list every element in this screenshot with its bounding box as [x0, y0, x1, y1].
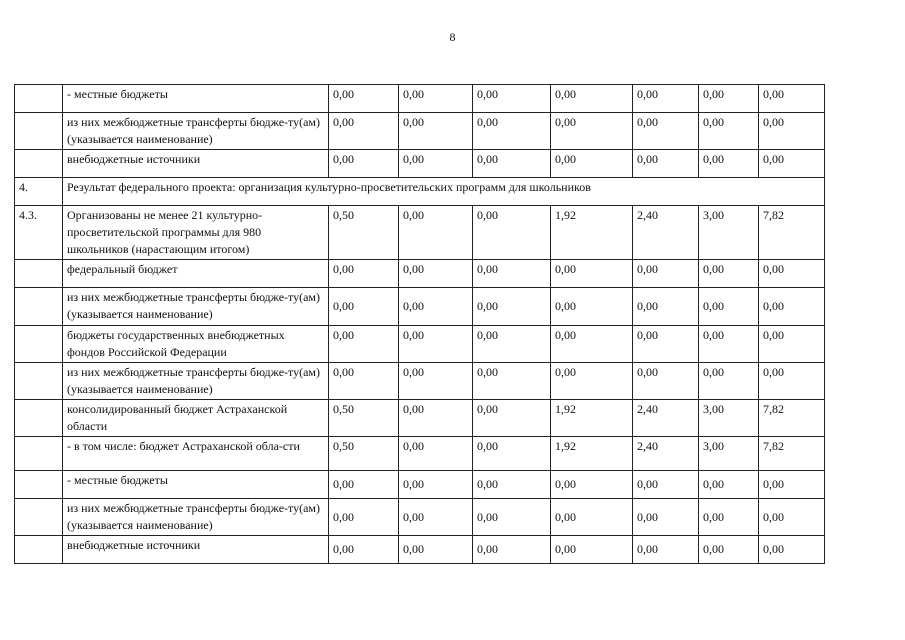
value-cell: 0,00 — [699, 499, 759, 536]
row-index-cell — [15, 326, 63, 363]
value-cell: 0,00 — [473, 363, 551, 400]
row-index-cell — [15, 536, 63, 564]
value-cell: 0,00 — [633, 85, 699, 113]
value-cell: 0,00 — [759, 260, 825, 288]
value-cell: 0,00 — [759, 363, 825, 400]
value-cell: 0,00 — [399, 326, 473, 363]
value-cell: 1,92 — [551, 206, 633, 260]
value-cell: 0,00 — [473, 536, 551, 564]
value-cell: 0,00 — [551, 288, 633, 326]
value-cell: 0,00 — [759, 113, 825, 150]
value-cell: 0,00 — [551, 499, 633, 536]
row-index-cell — [15, 499, 63, 536]
value-cell: 0,00 — [399, 536, 473, 564]
value-cell: 3,00 — [699, 400, 759, 437]
value-cell: 7,82 — [759, 206, 825, 260]
row-index-cell — [15, 150, 63, 178]
row-index-cell — [15, 363, 63, 400]
table-row — [15, 471, 825, 499]
table-row — [15, 363, 825, 400]
value-cell: 0,00 — [551, 113, 633, 150]
row-label-cell: - местные бюджеты — [63, 85, 329, 113]
value-cell: 0,00 — [473, 206, 551, 260]
value-cell: 2,40 — [633, 437, 699, 471]
value-cell: 1,92 — [551, 437, 633, 471]
row-label-cell: Организованы не менее 21 культурно-просветительской программы для 980 школьников (нарастающим итогом) — [63, 206, 329, 260]
row-label-cell: консолидированный бюджет Астраханской области — [63, 400, 329, 437]
value-cell: 0,00 — [699, 326, 759, 363]
value-cell: 0,00 — [473, 400, 551, 437]
value-cell: 0,00 — [759, 471, 825, 499]
value-cell: 0,00 — [633, 499, 699, 536]
row-index-cell — [15, 113, 63, 150]
value-cell: 0,00 — [699, 363, 759, 400]
value-cell: 0,00 — [329, 113, 399, 150]
row-index-cell — [15, 400, 63, 437]
value-cell: 0,00 — [551, 260, 633, 288]
table-row — [15, 206, 825, 260]
value-cell: 0,00 — [473, 471, 551, 499]
budget-table — [14, 84, 825, 564]
row-label-cell: бюджеты государственных внебюджетных фондов Российской Федерации — [63, 326, 329, 363]
value-cell: 0,00 — [633, 150, 699, 178]
value-cell: 0,00 — [699, 471, 759, 499]
value-cell: 0,50 — [329, 206, 399, 260]
value-cell: 0,00 — [329, 471, 399, 499]
table-row — [15, 288, 825, 326]
value-cell: 3,00 — [699, 437, 759, 471]
table-row — [15, 85, 825, 113]
table-row — [15, 150, 825, 178]
value-cell: 3,00 — [699, 206, 759, 260]
value-cell: 0,00 — [699, 260, 759, 288]
value-cell: 0,50 — [329, 400, 399, 437]
value-cell: 0,00 — [633, 536, 699, 564]
value-cell: 0,00 — [473, 499, 551, 536]
value-cell: 7,82 — [759, 437, 825, 471]
row-index-cell — [15, 288, 63, 326]
row-label-cell: из них межбюджетные трансферты бюдже-ту(ам) (указывается наименование) — [63, 363, 329, 400]
table-row — [15, 113, 825, 150]
value-cell: 0,00 — [399, 400, 473, 437]
section-title-cell: Результат федерального проекта: организация культурно-просветительских программ для школьников — [63, 178, 825, 206]
row-label-cell: из них межбюджетные трансферты бюдже-ту(ам) (указывается наименование) — [63, 288, 329, 326]
row-index-cell — [15, 260, 63, 288]
value-cell: 0,00 — [551, 326, 633, 363]
row-label-cell: - местные бюджеты — [63, 471, 329, 499]
row-index-cell: 4. — [15, 178, 63, 206]
value-cell: 0,00 — [699, 288, 759, 326]
value-cell: 0,00 — [473, 113, 551, 150]
value-cell: 0,00 — [329, 536, 399, 564]
value-cell: 0,00 — [699, 113, 759, 150]
value-cell: 7,82 — [759, 400, 825, 437]
value-cell: 0,00 — [399, 471, 473, 499]
row-label-cell: федеральный бюджет — [63, 260, 329, 288]
value-cell: 0,00 — [329, 363, 399, 400]
value-cell: 0,00 — [399, 150, 473, 178]
value-cell: 0,00 — [633, 471, 699, 499]
value-cell: 0,00 — [759, 536, 825, 564]
table-row — [15, 437, 825, 471]
table-row — [15, 178, 825, 206]
value-cell: 0,00 — [473, 326, 551, 363]
value-cell: 0,00 — [329, 499, 399, 536]
value-cell: 0,00 — [399, 260, 473, 288]
value-cell: 0,00 — [399, 206, 473, 260]
value-cell: 0,00 — [473, 288, 551, 326]
table-row — [15, 536, 825, 564]
value-cell: 2,40 — [633, 400, 699, 437]
page-number: 8 — [449, 30, 456, 44]
value-cell: 0,00 — [399, 85, 473, 113]
value-cell: 0,00 — [399, 113, 473, 150]
value-cell: 0,00 — [329, 85, 399, 113]
value-cell: 0,00 — [759, 85, 825, 113]
table-row — [15, 326, 825, 363]
value-cell: 0,00 — [633, 260, 699, 288]
row-index-cell: 4.3. — [15, 206, 63, 260]
value-cell: 0,00 — [329, 150, 399, 178]
row-label-cell: - в том числе: бюджет Астраханской обла-сти — [63, 437, 329, 471]
value-cell: 0,00 — [633, 326, 699, 363]
table-row — [15, 499, 825, 536]
value-cell: 0,00 — [551, 150, 633, 178]
value-cell: 0,00 — [699, 150, 759, 178]
value-cell: 0,00 — [551, 536, 633, 564]
value-cell: 0,00 — [399, 288, 473, 326]
row-label-cell: из них межбюджетные трансферты бюдже-ту(ам) (указывается наименование) — [63, 499, 329, 536]
value-cell: 0,00 — [551, 85, 633, 113]
value-cell: 0,00 — [329, 260, 399, 288]
value-cell: 0,00 — [759, 150, 825, 178]
value-cell: 2,40 — [633, 206, 699, 260]
value-cell: 0,00 — [551, 363, 633, 400]
row-label-cell: из них межбюджетные трансферты бюдже-ту(ам) (указывается наименование) — [63, 113, 329, 150]
row-label-cell: внебюджетные источники — [63, 536, 329, 564]
table-row — [15, 400, 825, 437]
value-cell: 0,00 — [473, 150, 551, 178]
value-cell: 0,00 — [329, 288, 399, 326]
value-cell: 0,00 — [759, 288, 825, 326]
value-cell: 0,00 — [399, 363, 473, 400]
value-cell: 0,00 — [699, 85, 759, 113]
value-cell: 0,00 — [759, 326, 825, 363]
row-label-cell: внебюджетные источники — [63, 150, 329, 178]
value-cell: 0,00 — [399, 499, 473, 536]
row-index-cell — [15, 437, 63, 471]
row-index-cell — [15, 85, 63, 113]
value-cell: 0,00 — [473, 85, 551, 113]
value-cell: 0,00 — [551, 471, 633, 499]
value-cell: 0,00 — [473, 437, 551, 471]
value-cell: 0,00 — [633, 288, 699, 326]
value-cell: 1,92 — [551, 400, 633, 437]
value-cell: 0,00 — [473, 260, 551, 288]
value-cell: 0,00 — [759, 499, 825, 536]
value-cell: 0,00 — [633, 363, 699, 400]
table-row — [15, 260, 825, 288]
value-cell: 0,00 — [699, 536, 759, 564]
value-cell: 0,00 — [633, 113, 699, 150]
value-cell: 0,00 — [399, 437, 473, 471]
value-cell: 0,00 — [329, 326, 399, 363]
row-index-cell — [15, 471, 63, 499]
value-cell: 0,50 — [329, 437, 399, 471]
